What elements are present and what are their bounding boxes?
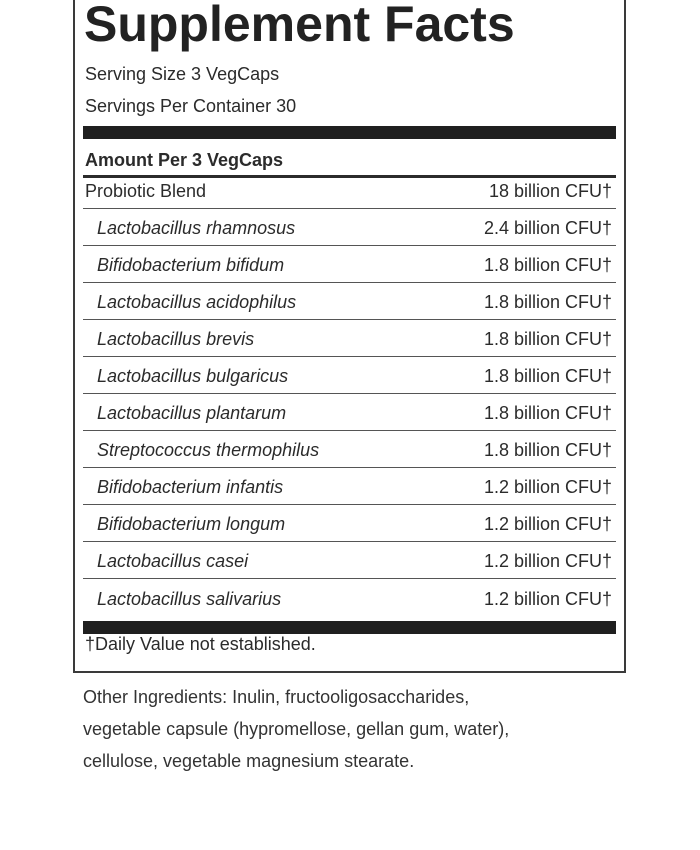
ingredient-name: Lactobacillus bulgaricus (97, 366, 289, 386)
other-ingredients (83, 681, 623, 777)
ingredient-name: Streptococcus thermophilus (97, 440, 320, 460)
table-row (83, 468, 616, 505)
ingredient-amount: 1.2 billion CFU† (483, 551, 612, 571)
ingredient-amount: 1.8 billion CFU† (483, 292, 612, 312)
table-row (83, 579, 616, 616)
ingredient-name: Bifidobacterium infantis (97, 477, 284, 497)
table-row (83, 542, 616, 579)
other-ingredients-line: vegetable capsule (hypromellose, gellan gum, water), (83, 719, 510, 739)
table-row (83, 394, 616, 431)
ingredient-table (83, 178, 616, 616)
ingredient-name: Bifidobacterium longum (97, 514, 286, 534)
panel-title: Supplement Facts (84, 0, 515, 52)
ingredient-amount: 1.8 billion CFU† (483, 255, 612, 275)
other-ingredients-line: Other Ingredients: Inulin, fructooligosaccharides, (83, 687, 470, 707)
ingredient-amount: 2.4 billion CFU† (483, 218, 612, 238)
ingredient-name: Lactobacillus salivarius (97, 589, 282, 609)
ingredient-amount: 1.2 billion CFU† (483, 589, 612, 609)
ingredient-name: Lactobacillus brevis (97, 329, 255, 349)
ingredient-amount: 1.2 billion CFU† (483, 477, 612, 497)
supplement-facts-panel (73, 0, 626, 673)
ingredient-amount: 1.8 billion CFU† (483, 329, 612, 349)
ingredient-name: Lactobacillus casei (97, 551, 249, 571)
ingredient-name: Probiotic Blend (85, 181, 207, 201)
table-row (83, 320, 616, 357)
other-ingredients-line: cellulose, vegetable magnesium stearate. (83, 751, 415, 771)
ingredient-name: Lactobacillus rhamnosus (97, 218, 296, 238)
servings-per-container: Servings Per Container 30 (85, 96, 297, 116)
ingredient-amount: 1.8 billion CFU† (483, 366, 612, 386)
table-row-probiotic-blend (83, 178, 616, 209)
table-row (83, 505, 616, 542)
table-row (83, 431, 616, 468)
ingredient-amount: 1.2 billion CFU† (483, 514, 612, 534)
table-row (83, 357, 616, 394)
table-row (83, 283, 616, 320)
table-row (83, 246, 616, 283)
serving-size: Serving Size 3 VegCaps (85, 64, 280, 84)
thick-divider-top (83, 126, 616, 139)
ingredient-amount: 1.8 billion CFU† (483, 440, 612, 460)
ingredient-name: Lactobacillus plantarum (97, 403, 287, 423)
ingredient-amount: 1.8 billion CFU† (483, 403, 612, 423)
table-row (83, 209, 616, 246)
amount-per-serving-header: Amount Per 3 VegCaps (85, 150, 284, 170)
ingredient-name: Bifidobacterium bifidum (97, 255, 285, 275)
daily-value-footnote: †Daily Value not established. (85, 634, 316, 654)
ingredient-amount: 18 billion CFU† (488, 181, 612, 201)
ingredient-name: Lactobacillus acidophilus (97, 292, 297, 312)
